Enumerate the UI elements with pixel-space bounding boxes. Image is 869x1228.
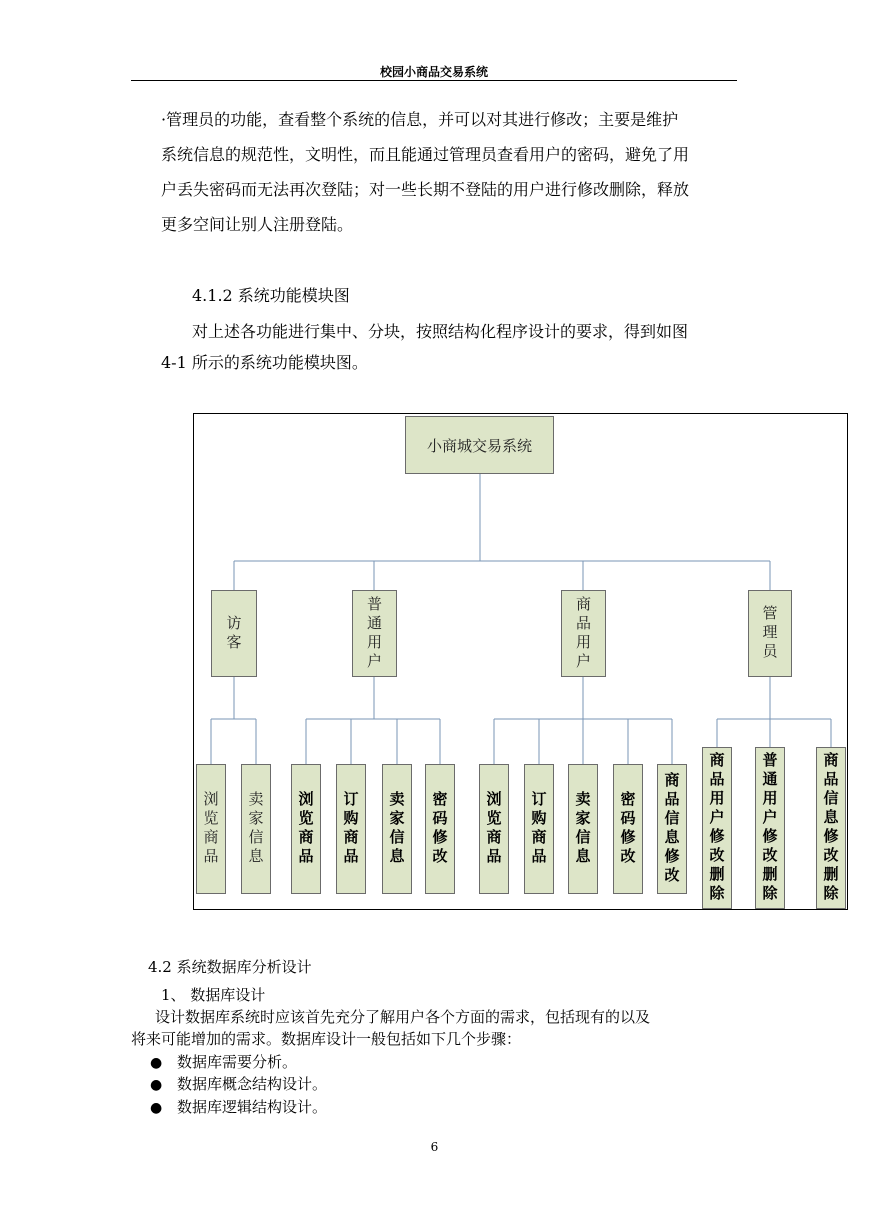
section-412-line: 4-1 所示的系统功能模块图。	[161, 353, 368, 372]
diagram-group-node: 普通用户	[352, 590, 397, 677]
section-42-line: 设计数据库系统时应该首先充分了解用户各个方面的需求，包括现有的以及	[155, 1008, 651, 1026]
intro-line: 更多空间让别人注册登陆。	[161, 215, 354, 234]
section-412-line: 对上述各功能进行集中、分块，按照结构化程序设计的要求，得到如图	[192, 322, 689, 341]
section-heading-42: 4.2 系统数据库分析设计	[148, 958, 312, 976]
diagram-leaf-node: 卖家信息	[382, 764, 412, 894]
bullet-text: 数据库概念结构设计。	[177, 1075, 328, 1093]
section-42-line: 将来可能增加的需求。数据库设计一般包括如下几个步骤：	[131, 1030, 522, 1048]
diagram-leaf-node: 商品信息修改删除	[816, 747, 846, 909]
diagram-leaf-node: 浏览商品	[291, 764, 321, 894]
intro-line: ·管理员的功能，查看整个系统的信息，并可以对其进行修改；主要是维护	[161, 110, 679, 129]
diagram-leaf-node: 卖家信息	[568, 764, 598, 894]
bullet-text: 数据库逻辑结构设计。	[177, 1098, 328, 1116]
diagram-leaf-node: 订购商品	[336, 764, 366, 894]
bullet-item	[150, 1073, 327, 1094]
diagram-leaf-node: 订购商品	[524, 764, 554, 894]
diagram-leaf-node: 卖家信息	[241, 764, 271, 894]
intro-line: 系统信息的规范性，文明性，而且能通过管理员查看用户的密码，避免了用	[161, 145, 690, 164]
bullet-item	[150, 1096, 327, 1117]
diagram-group-node: 访客	[211, 590, 257, 677]
diagram-leaf-node: 密码修改	[425, 764, 455, 894]
bullet-text: 数据库需要分析。	[177, 1053, 298, 1071]
diagram-group-node: 管理员	[748, 590, 792, 677]
diagram-leaf-node: 商品信息修改	[657, 764, 687, 894]
function-module-diagram	[193, 413, 848, 910]
intro-paragraph	[161, 102, 737, 242]
diagram-root-node: 小商城交易系统	[405, 416, 554, 474]
diagram-leaf-node: 普通用户修改删除	[755, 747, 785, 909]
page-header-rule	[131, 80, 737, 81]
diagram-leaf-node: 密码修改	[613, 764, 643, 894]
bullet-item	[150, 1051, 297, 1072]
bullet-dot-icon: ●	[150, 1077, 163, 1093]
bullet-dot-icon: ●	[150, 1055, 163, 1071]
diagram-leaf-node: 浏览商品	[196, 764, 226, 894]
page-number: 6	[430, 1140, 439, 1154]
sub-heading-database-design: 1、 数据库设计	[161, 986, 266, 1004]
diagram-group-node: 商品用户	[561, 590, 606, 677]
diagram-leaf-node: 商品用户修改删除	[702, 747, 732, 909]
diagram-leaf-node: 浏览商品	[479, 764, 509, 894]
bullet-dot-icon: ●	[150, 1100, 163, 1116]
section-heading-412: 4.1.2 系统功能模块图	[192, 286, 350, 305]
page-header-title: 校园小商品交易系统	[379, 65, 488, 79]
intro-line: 户丢失密码而无法再次登陆；对一些长期不登陆的用户进行修改删除，释放	[161, 180, 690, 199]
